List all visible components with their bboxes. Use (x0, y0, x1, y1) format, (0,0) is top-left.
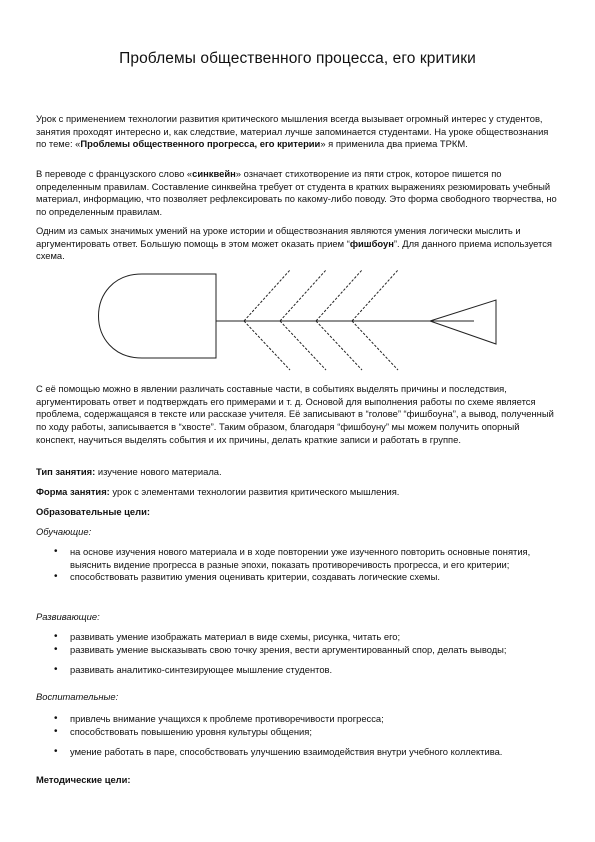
list-item: • развивать умение высказывать свою точку зрения, вести аргументированный спор, делать выводы; (36, 644, 558, 657)
intro-text-end: » я применила два приема ТРКМ. (320, 138, 468, 150)
bone-top-3 (316, 270, 362, 321)
fishbone-paragraph (36, 225, 558, 263)
fishbone-text-end: ”. Для данного приема используется схема. (36, 237, 553, 262)
bone-top-2 (280, 270, 326, 321)
bone-bottom-3 (316, 321, 362, 370)
teaching-goals-list (36, 546, 558, 584)
fishbone-explanation-paragraph (36, 383, 558, 447)
bone-bottom-2 (280, 321, 326, 370)
fishbone-explanation-text: С её помощью можно в явлении различать составные части, в событиях выделять причины и последствия, аргументировать ответ и подтверждать его примерами и т. д. Основой для выполнения работы по схеме является проблема, содержащаяся в тексте или рассказе учителя. Её записывают в “голове” “фишбоуна”, а вывод, полученный по ходу работы, записывается в “хвосте”. Таким образом, благодаря “фишбоуну” мы можем получить опорный конспект, научиться выделять события и их причины, делать краткие записи и работать в группе. (36, 383, 554, 445)
sinquain-text-start: В переводе с французского слово « (36, 168, 193, 179)
fishbone-text-start: Одним из самых значимых умений на уроке истории и обществознания являются умения логически мыслить и аргументировать ответ. Большую помощь в этом может оказать прием “ (36, 225, 521, 249)
bone-bottom-4 (352, 321, 398, 370)
list-item: • умение работать в паре, способствовать улучшению взаимодействия внутри учебного коллектива. (36, 746, 558, 759)
lesson-form-label: Форма занятия: (36, 486, 110, 497)
lesson-form-line (36, 486, 558, 499)
list-item: • привлечь внимание учащихся к проблеме противоречивости прогресса; (36, 713, 558, 726)
sinquain-paragraph (36, 168, 558, 219)
intro-paragraph (36, 113, 558, 151)
bone-top-1 (244, 270, 290, 321)
list-item: • способствовать повышению уровня культуры общения; (36, 726, 558, 739)
topic-bold: Проблемы общественного прогресса, его критерии (80, 138, 321, 150)
list-item: • развивать умение изображать материал в виде схемы, рисунка, читать его; (36, 631, 558, 644)
fishbone-bones (244, 270, 398, 370)
sinquain-bold: синквейн (192, 168, 236, 179)
educational-goals-heading: Образовательные цели: (36, 506, 150, 517)
upbringing-goals-heading: Воспитательные: (36, 691, 119, 702)
fishbone-head (99, 274, 217, 358)
intro-text-start: Урок с применением технологии развития критического мышления всегда вызывает огромный интерес у студентов, занятия проходят интересно и, как следствие, материал лучше запоминается студентами. На уроке обществознания по теме: « (36, 113, 549, 150)
fishbone-tail (430, 300, 496, 344)
methodical-goals-heading: Методические цели: (36, 774, 131, 785)
sinquain-text-end: » означает стихотворение из пяти строк, которое пишется по определенным правилам. Составление синквейна требует от студента в кратких выражениях резюмировать учебный материал, информацию, что позволяет рефлексировать по какому-либо поводу. Это форма свободного творчества, но по определенным правилам. (36, 168, 557, 218)
list-item: • на основе изучения нового материала и в ходе повторении уже изученного повторить основные понятия, выяснить видение прогресса в разные эпохи, показать противоречивость прогресса, и его критерии; (36, 546, 558, 571)
fishbone-bold: фишбоун (349, 237, 394, 249)
developing-goals-heading: Развивающие: (36, 611, 100, 622)
list-item: • способствовать развитию умения оценивать критерии, создавать логические схемы. (36, 571, 558, 584)
upbringing-goals-list (36, 713, 558, 759)
bone-top-4 (352, 270, 398, 321)
teaching-goals-heading: Обучающие: (36, 526, 92, 537)
lesson-type-line (36, 466, 558, 479)
list-item: • развивать аналитико-синтезирующее мышление студентов. (36, 664, 558, 677)
lesson-type-label: Тип занятия: (36, 466, 96, 477)
bone-bottom-1 (244, 321, 290, 370)
lesson-form-value: урок с элементами технологии развития критического мышления. (109, 486, 400, 497)
developing-goals-list (36, 631, 558, 677)
lesson-type-value: изучение нового материала. (95, 466, 222, 477)
page-title: Проблемы общественного процесса, его критики (119, 50, 476, 67)
fishbone-diagram (94, 262, 504, 374)
